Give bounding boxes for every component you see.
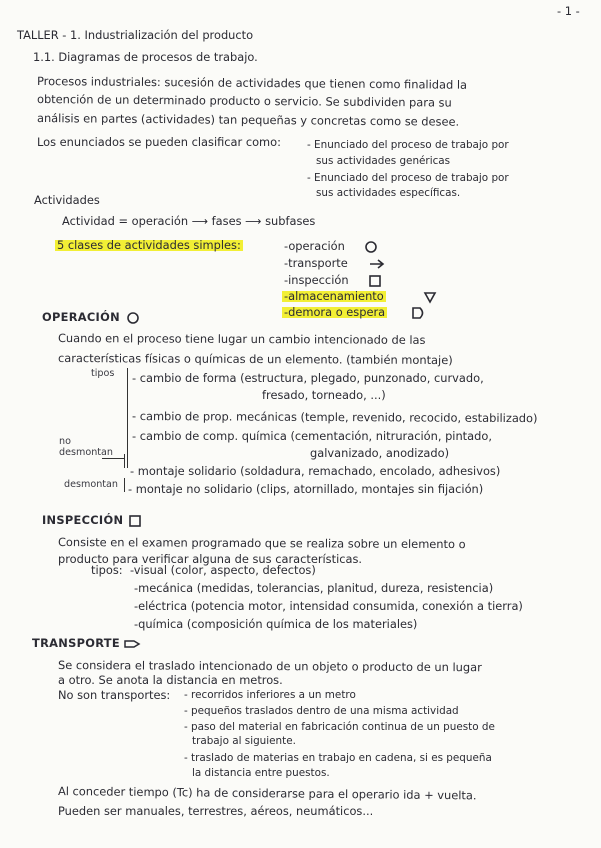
arrow-right-icon	[369, 257, 385, 271]
arrow-right-icon	[124, 637, 142, 651]
intro-line-3: análisis en partes (actividades) tan pequeñas y concretas como se desee.	[36, 111, 460, 129]
classify-item-2-line-1: - Enunciado del proceso de trabajo por	[307, 172, 509, 184]
operacion-item-4: - montaje solidario (soldadura, remachado, encolado, adhesivos)	[130, 464, 501, 478]
activity-class-operacion: -operación	[284, 239, 345, 253]
transporte-types: Pueden ser manuales, terrestres, aéreos, neumáticos...	[58, 804, 374, 818]
transporte-line-2: a otro. Se anota la distancia en metros.	[58, 673, 283, 687]
no-transportes-item-4-line-2: la distancia entre puestos.	[192, 767, 330, 779]
no-desmontan-bracket	[124, 454, 125, 468]
intro-line-1: Procesos industriales: sucesión de actividades que tienen como finalidad la	[36, 74, 468, 92]
operacion-item-1-line-1: - cambio de forma (estructura, plegado, punzonado, curvado,	[132, 371, 484, 385]
classify-lead: Los enunciados se pueden clasificar como:	[37, 135, 281, 149]
no-transportes-item-3-line-1: - paso del material en fabricación continua de un puesto de	[184, 721, 495, 733]
inspeccion-tipos-label: tipos:	[91, 563, 123, 577]
activity-formula: Actividad = operación ⟶ fases ⟶ subfases	[62, 214, 316, 228]
circle-icon	[364, 240, 378, 254]
no-transportes-item-4-line-1: - traslado de materias en trabajo en cadena, si es pequeña	[184, 752, 492, 764]
inspeccion-item-electrica: -eléctrica (potencia motor, intensidad consumida, conexión a tierra)	[134, 599, 523, 613]
square-icon	[368, 274, 382, 288]
activity-class-demora: -demora o espera	[284, 305, 386, 319]
inspeccion-item-visual: -visual (color, aspecto, defectos)	[130, 563, 316, 577]
transporte-heading: TRANSPORTE	[32, 636, 120, 650]
activity-class-inspeccion: -inspección	[284, 273, 349, 287]
operacion-item-1-line-2: fresado, torneado, ...)	[262, 388, 386, 402]
activity-class-almacenamiento: -almacenamiento	[284, 289, 384, 303]
no-desmontan-connector	[102, 458, 124, 459]
no-desmontan-label: no desmontan	[59, 436, 114, 458]
operacion-tipos-label: tipos	[91, 368, 115, 379]
rounded-d-icon	[411, 306, 427, 320]
no-transportes-item-1: - recorridos inferiores a un metro	[184, 689, 356, 701]
no-transportes-item-3-line-2: trabajo al siguiente.	[192, 735, 296, 747]
inspeccion-heading: INSPECCIÓN	[42, 513, 124, 527]
page-number: - 1 -	[557, 4, 580, 18]
inspeccion-line-2: producto para verificar alguna de sus características.	[58, 552, 363, 566]
operacion-line-1: Cuando en el proceso tiene lugar un cambio intencionado de las	[57, 331, 426, 347]
square-icon	[128, 514, 142, 528]
operacion-heading: OPERACIÓN	[42, 310, 120, 324]
transporte-line-1: Se considera el traslado intencionado de un objeto o producto de un lugar	[57, 658, 482, 675]
transporte-time-note: Al conceder tiempo (Tc) ha de considerarse para el operario ida + vuelta.	[57, 784, 477, 803]
inspeccion-line-1: Consiste en el examen programado que se realiza sobre un elemento o	[57, 535, 466, 552]
page-title: TALLER - 1. Industrialización del producto	[17, 28, 254, 42]
simple-activities-label: 5 clases de actividades simples:	[57, 238, 241, 252]
operacion-item-2: - cambio de prop. mecánicas (temple, revenido, recocido, estabilizado)	[131, 409, 538, 426]
operacion-item-3-line-2: galvanizado, anodizado)	[310, 446, 450, 460]
tipos-bracket	[127, 368, 128, 468]
no-transportes-item-2: - pequeños traslados dentro de una misma actividad	[184, 705, 459, 717]
triangle-down-icon	[423, 290, 437, 304]
actividades-heading: Actividades	[34, 193, 100, 207]
inspeccion-item-mecanica: -mecánica (medidas, tolerancias, planitud, dureza, resistencia)	[134, 581, 494, 595]
operacion-item-5: - montaje no solidario (clips, atornillado, montajes sin fijación)	[128, 482, 484, 496]
desmontan-bracket	[124, 478, 125, 492]
no-transportes-lead: No son transportes:	[58, 688, 171, 702]
classify-item-1-line-1: - Enunciado del proceso de trabajo por	[307, 139, 509, 151]
desmontan-label: desmontan	[64, 479, 119, 490]
classify-item-1-line-2: sus actividades genéricas	[316, 155, 451, 167]
intro-line-2: obtención de un determinado producto o servicio. Se subdividen para su	[36, 92, 452, 110]
section-subtitle: 1.1. Diagramas de procesos de trabajo.	[33, 50, 258, 64]
inspeccion-item-quimica: -química (composición química de los materiales)	[134, 617, 418, 631]
circle-icon	[126, 311, 140, 325]
operacion-line-2: características físicas o químicas de un elemento. (también montaje)	[57, 351, 453, 368]
classify-item-2-line-2: sus actividades específicas.	[316, 187, 461, 199]
activity-class-transporte: -transporte	[284, 256, 348, 270]
operacion-item-3-line-1: - cambio de comp. química (cementación, nitruración, pintado,	[132, 429, 492, 443]
